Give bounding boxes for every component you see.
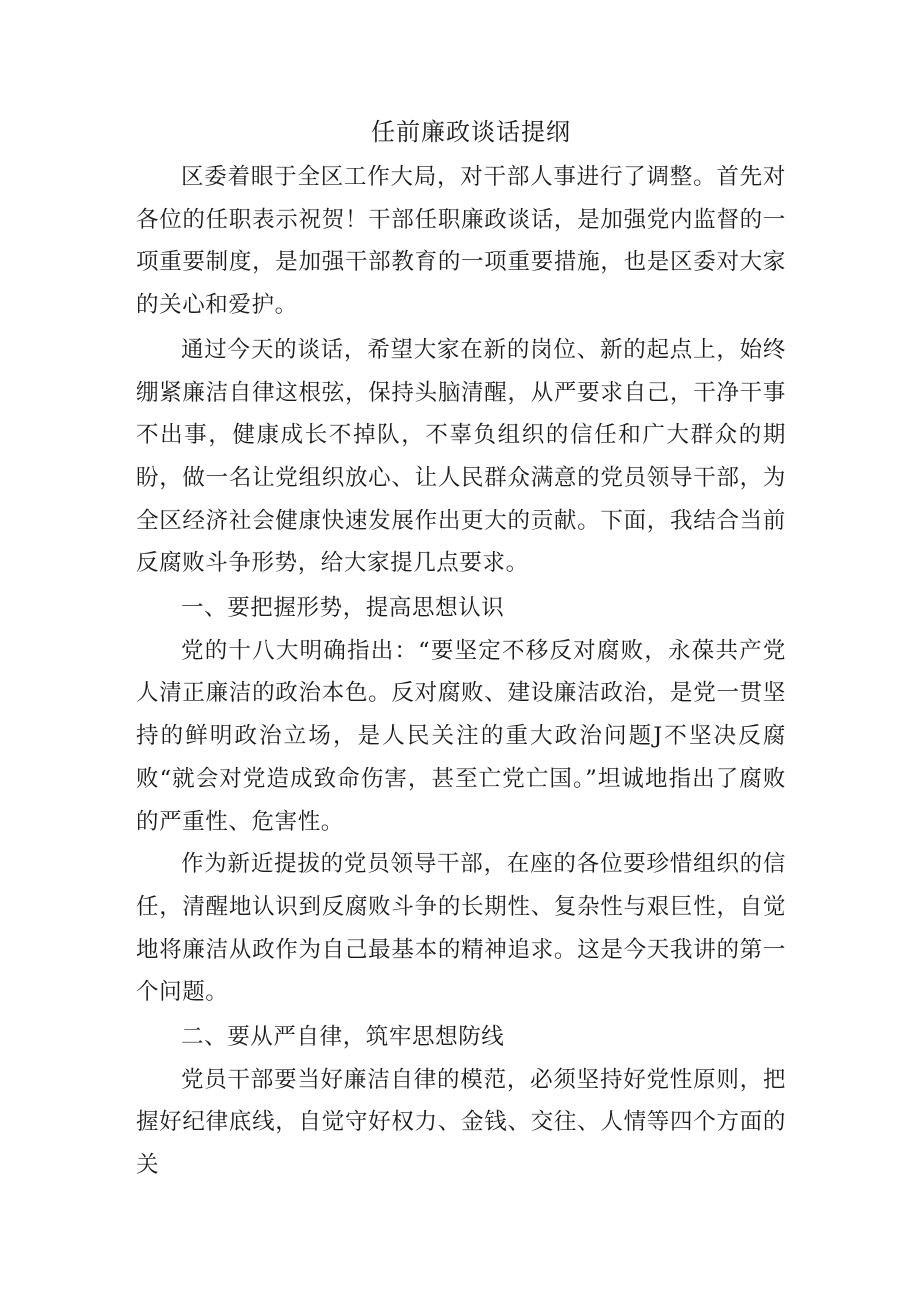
paragraph-opening: 区委着眼于全区工作大局，对干部人事进行了调整。首先对各位的任职表示祝贺！干部任职廉政谈话，是加强党内监督的一项重要制度，是加强干部教育的一项重要措施，也是区委对大家的关心和爱护。 <box>136 164 786 319</box>
paragraph-purpose: 通过今天的谈话，希望大家在新的岗位、新的起点上，始终绷紧廉洁自律这根弦，保持头脑清醒，从严要求自己，干净干事不出事，健康成长不掉队，不辜负组织的信任和广大群众的期盼，做一名让党组织放心、让人民群众满意的党员领导干部，为全区经济社会健康快速发展作出更大的贡献。下面，我结合当前反腐败斗争形势，给大家提几点要求。 <box>136 336 786 577</box>
paragraph-party-congress: 党的十八大明确指出：“要坚定不移反对腐败，永葆共产党人清正廉洁的政治本色。反对腐败、建设廉洁政治，是党一贯坚持的鲜明政治立场，是人民关注的重大政治问题J不坚决反腐败“就会对党造成致命伤害，甚至亡党亡国。”坦诚地指出了腐败的严重性、危害性。 <box>136 637 786 835</box>
document-title: 任前廉政谈话提纲 <box>371 118 571 146</box>
section-heading-1: 一、要把握形势，提高思想认识 <box>181 595 505 622</box>
document-body <box>136 114 786 1187</box>
section-heading-2: 二、要从严自律，筑牢思想防线 <box>181 1024 505 1051</box>
paragraph-newly-promoted: 作为新近提拔的党员领导干部，在座的各位要珍惜组织的信任，清醒地认识到反腐败斗争的长期性、复杂性与艰巨性，自觉地将廉洁从政作为自己最基本的精神追求。这是今天我讲的第一个问题。 <box>136 851 786 1006</box>
paragraph-self-discipline: 党员干部要当好廉洁自律的模范，必须坚持好党性原则，把握好纪律底线，自觉守好权力、金钱、交往、人情等四个方面的关 <box>136 1066 786 1179</box>
